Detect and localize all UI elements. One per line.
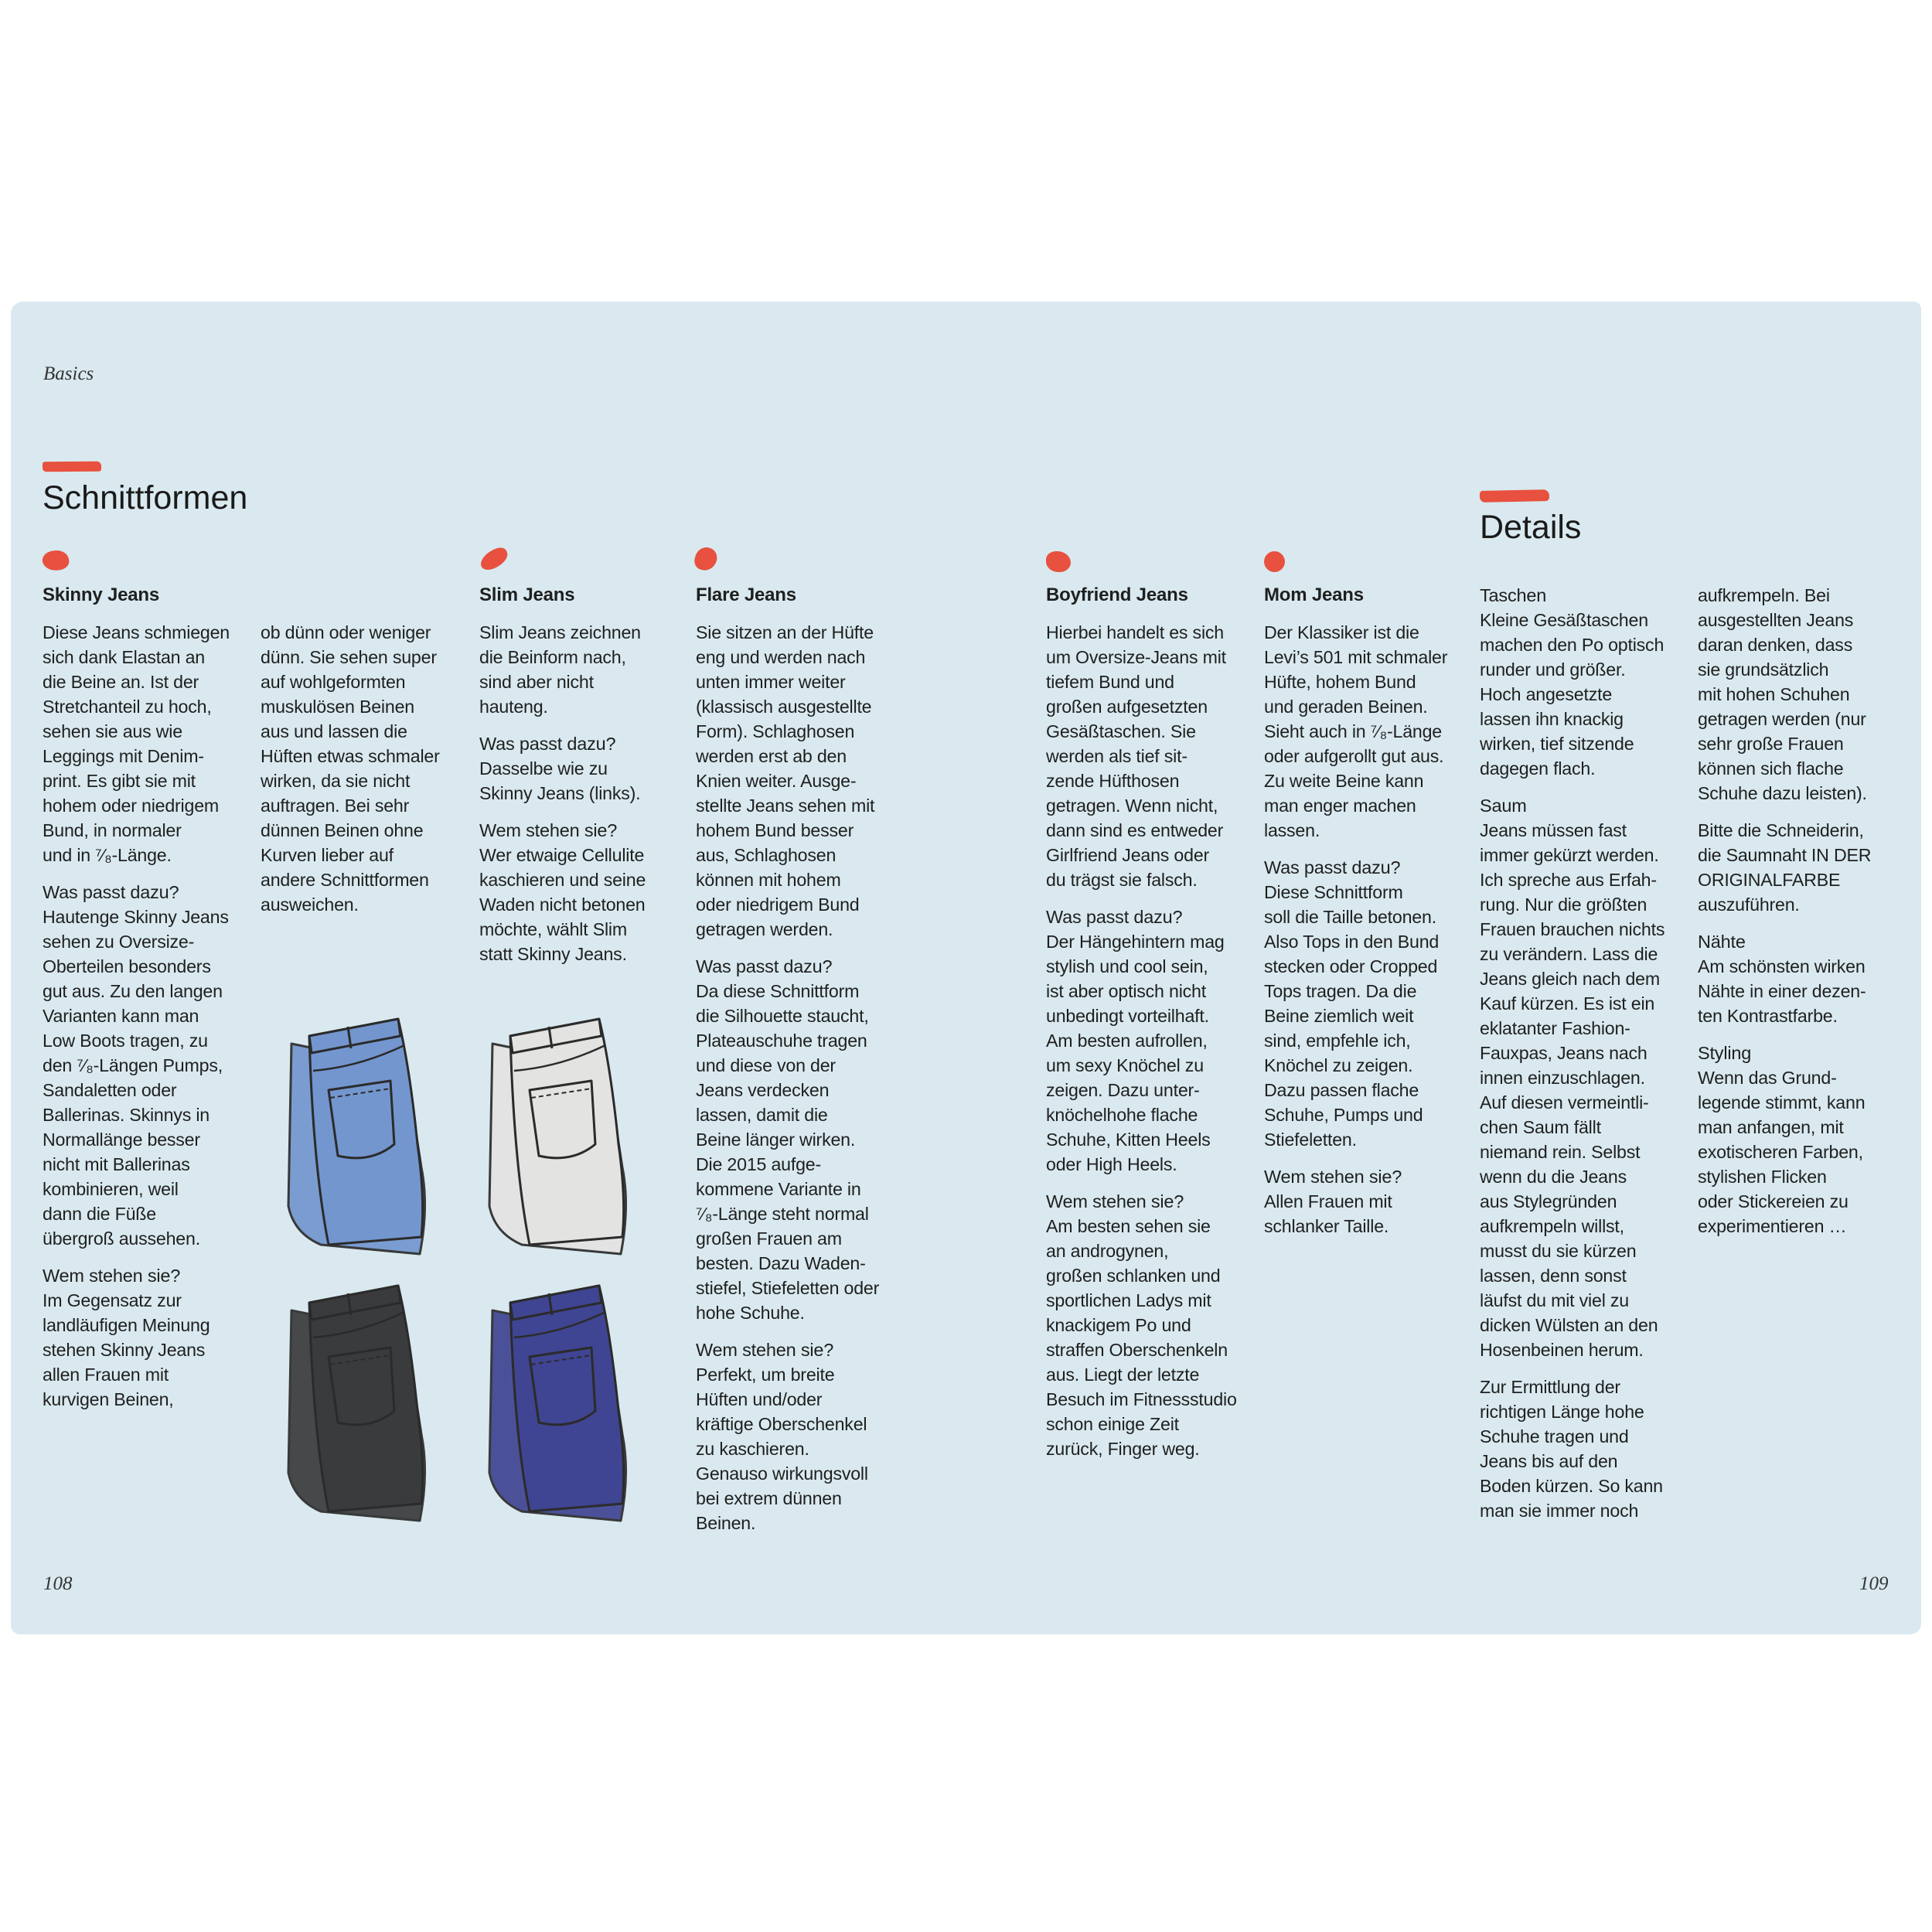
flare-a1: Da diese Schnittform die Silhouette staucht, Plateauschuhe tragen und diese von der Jeans verdecken lassen, damit die Beine länger wirken. Die 2015 aufge- kommene Variante in ⁷⁄₈-Länge steht normal großen Frauen am besten. Dazu Waden- stiefel, Stiefeletten oder hohe Schuhe. (696, 981, 880, 1323)
details-continued: aufkrempeln. Bei ausgestellten Jeans daran denken, dass sie grundsätzlich mit hohen Schuhen getragen werden (nur sehr große Frauen können sich flache Schuhe dazu leisten). (1698, 585, 1867, 803)
mom-a2: Allen Frauen mit schlanker Taille. (1264, 1191, 1392, 1236)
slim-intro: Slim Jeans zeichnen die Beinform nach, sind aber nicht hauteng. (479, 622, 641, 717)
heading-mom-jeans: Mom Jeans (1264, 584, 1364, 605)
heading-boyfriend-jeans: Boyfriend Jeans (1046, 584, 1188, 605)
details-naehte-heading: Nähte (1698, 932, 1746, 952)
accent-bar-schnittformen (43, 462, 101, 472)
skinny-q1: Was passt dazu? (43, 882, 179, 902)
details-saum-2: Zur Ermittlung der richtigen Länge hohe Schuhe tragen und Jeans bis auf den Boden kürzen. So kann man sie immer noch (1480, 1377, 1663, 1521)
boyfriend-a1: Der Hängehintern mag stylish und cool sein, ist aber optisch nicht unbedingt vorteilhaft. Am besten aufrollen, um sexy Knöchel zu zeigen. Dazu unter- knöchelhohe flache Schuhe, Kitten Heels oder High Heels. (1046, 932, 1225, 1174)
details-saum: Jeans müssen fast immer gekürzt werden. Ich spreche aus Erfah- rung. Nur die größten Frauen brauchen nichts zu verändern. Lass die Jeans gleich nach dem Kauf kürzen. Es ist ein eklatanter Fashion- Fauxpas, Jeans nach innen einzuschlagen. Auf diesen vermeintli- chen Saum fällt niemand rein. Selbst wenn du die Jeans aus Stylegründen aufkrempeln willst, musst du sie kürzen lassen, denn sonst läufst du mit viel zu dicken Wülsten an den Hosenbeinen herum. (1480, 820, 1665, 1360)
skinny-intro: Diese Jeans schmiegen sich dank Elastan an die Beine an. Ist der Stretchanteil zu hoch, sehen sie aus wie Leggings mit Denim- print. Es gibt sie mit hohem oder niedrigem Bund, in normaler und in ⁷⁄₈-Länge. (43, 622, 230, 865)
boyfriend-a2: Am besten sehen sie an androgynen, großen schlanken und sportlichen Ladys mit knackigem Po und straffen Oberschenkeln aus. Liegt der letzte Besuch im Fitnessstudio schon einige Zeit zurück, Finger weg. (1046, 1216, 1237, 1459)
column-skinny (43, 583, 236, 1424)
page-number-left: 108 (43, 1573, 73, 1594)
details-styling: Wenn das Grund- legende stimmt, kann man anfangen, mit exotischeren Farben, stylishen Flicken oder Stickereien zu experimentieren … (1698, 1068, 1866, 1236)
column-boyfriend (1046, 583, 1239, 1474)
jeans-light-grey-illustration (475, 1013, 646, 1260)
details-saum-heading: Saum (1480, 796, 1527, 816)
slim-q2: Wem stehen sie? (479, 820, 618, 840)
running-header: Basics (43, 363, 94, 384)
mom-intro: Der Klassiker ist die Levi’s 501 mit schmaler Hüfte, hohem Bund und geraden Beinen. Sieht auch in ⁷⁄₈-Länge oder aufgerollt gut aus. Zu weite Beine kann man enger machen lassen. (1264, 622, 1448, 840)
mom-q1: Was passt dazu? (1264, 857, 1401, 877)
section-title-details: Details (1480, 509, 1582, 546)
mom-a1: Diese Schnittform soll die Taille betonen. Also Tops in den Bund stecken oder Cropped Tops tragen. Da die Beine ziemlich weit sind, empfehle ich, Knöchel zu zeigen. Dazu passen flache Schuhe, Pumps und Stiefeletten. (1264, 882, 1440, 1150)
column-details-cont (1698, 583, 1891, 1251)
flare-a2: Perfekt, um breite Hüften und/oder kräftige Oberschenkel zu kaschieren. Genauso wirkungsvoll bei extrem dünnen Beinen. (696, 1365, 868, 1533)
details-styling-heading: Styling (1698, 1043, 1752, 1063)
boyfriend-q1: Was passt dazu? (1046, 907, 1183, 927)
details-taschen-heading: Taschen (1480, 585, 1547, 605)
details-schneiderin: Bitte die Schneiderin, die Saumnaht IN DER ORIGINALFARBE auszuführen. (1698, 820, 1872, 915)
column-mom (1264, 583, 1457, 1251)
heading-flare-jeans: Flare Jeans (696, 584, 796, 605)
boyfriend-q2: Wem stehen sie? (1046, 1191, 1184, 1211)
column-flare (696, 583, 889, 1548)
jeans-light-blue-illustration (274, 1013, 445, 1260)
flare-q1: Was passt dazu? (696, 956, 833, 976)
details-taschen: Kleine Gesäßtaschen machen den Po optisch runder und größer. Hoch angesetzte lassen ihn knackig wirken, tief sitzende dagegen flach. (1480, 610, 1665, 779)
column-details (1480, 583, 1673, 1535)
details-naehte: Am schönsten wirken Nähte in einer dezen- ten Kontrastfarbe. (1698, 956, 1866, 1026)
skinny-a1: Hautenge Skinny Jeans sehen zu Oversize- Oberteilen besonders gut aus. Zu den langen Varianten kann man Low Boots tragen, zu den ⁷⁄₈-Längen Pumps, Sandaletten oder Ballerinas. Skinnys in Normallänge besser nicht mit Ballerinas kombinieren, weil dann die Füße übergroß aussehen. (43, 907, 229, 1249)
flare-intro: Sie sitzen an der Hüfte eng und werden nach unten immer weiter (klassisch ausgestellte Form). Schlaghosen werden erst ab den Knien weiter. Ausge- stellte Jeans sehen mit hohem Bund besser aus, Schlaghosen können mit hohem oder niedrigem Bund getragen werden. (696, 622, 875, 939)
accent-blob-boyfriend (1046, 551, 1071, 572)
mom-q2: Wem stehen sie? (1264, 1167, 1402, 1187)
accent-bar-details (1480, 489, 1549, 503)
slim-q1: Was passt dazu? (479, 734, 616, 754)
jeans-navy-illustration (475, 1279, 646, 1527)
slim-a2: Wer etwaige Cellulite kaschieren und seine Waden nicht betonen möchte, wählt Slim statt Skinny Jeans. (479, 845, 646, 964)
accent-blob-mom (1264, 551, 1285, 572)
jeans-black-illustration (274, 1279, 445, 1527)
section-title-schnittformen: Schnittformen (43, 479, 248, 516)
skinny-q2: Wem stehen sie? (43, 1266, 181, 1286)
flare-q2: Wem stehen sie? (696, 1340, 834, 1360)
slim-a1: Dasselbe wie zu Skinny Jeans (links). (479, 758, 641, 803)
skinny-a2: Im Gegensatz zur landläufigen Meinung stehen Skinny Jeans allen Frauen mit kurvigen Beinen, (43, 1290, 210, 1409)
column-slim (479, 583, 673, 979)
skinny-continued: ob dünn oder weniger dünn. Sie sehen super auf wohlgeformten muskulösen Beinen aus und lassen die Hüften etwas schmaler wirken, da sie nicht auftragen. Bei sehr dünnen Beinen ohne Kurven lieber auf andere Schnittformen ausweichen. (261, 622, 440, 915)
heading-slim-jeans: Slim Jeans (479, 584, 575, 605)
page-number-right: 109 (1859, 1573, 1889, 1594)
heading-skinny-jeans: Skinny Jeans (43, 584, 160, 605)
column-skinny-cont (261, 620, 454, 929)
boyfriend-intro: Hierbei handelt es sich um Oversize-Jeans mit tiefem Bund und großen aufgesetzten Gesäßtaschen. Sie werden als tief sit- zende Hüfthosen getragen. Wenn nicht, dann sind es entweder Girlfriend Jeans oder du trägst sie falsch. (1046, 622, 1226, 890)
